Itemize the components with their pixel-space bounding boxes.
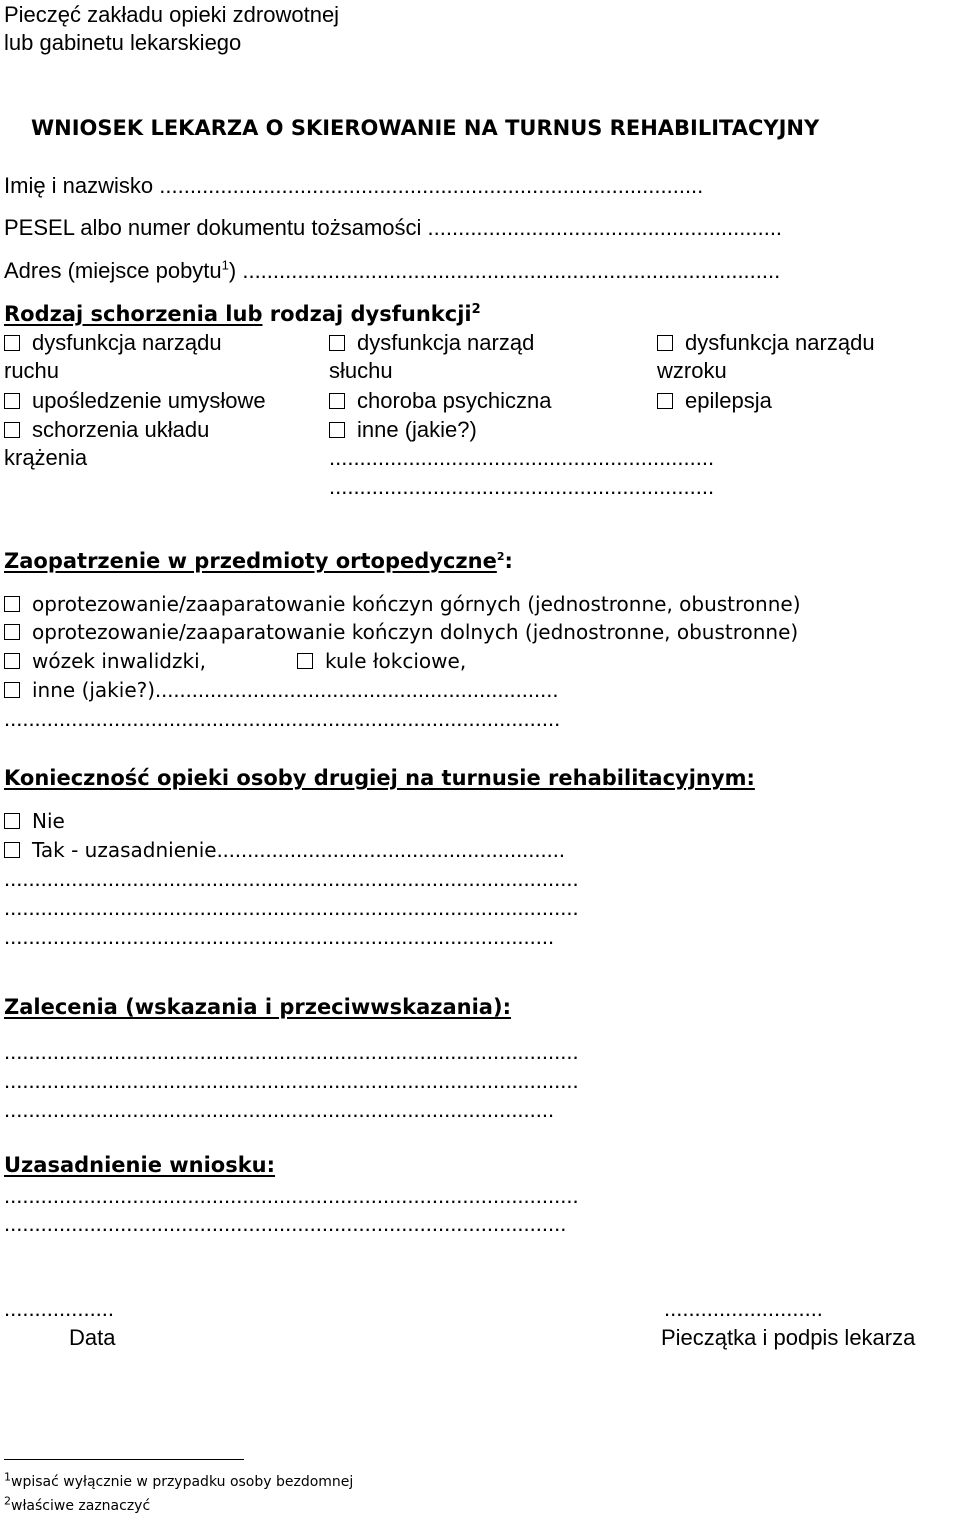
option-inne-label: inne (jakie?): [357, 417, 477, 442]
option-lower-limbs-label: oprotezowanie/zaaparatowanie kończyn dolnych (jednostronne, obustronne): [32, 620, 799, 644]
option-sluch-line2: słuchu: [329, 358, 393, 383]
care-dots-line-2[interactable]: ..............................................................................................: [4, 895, 579, 920]
option-umyslowe[interactable]: [4, 387, 266, 415]
care-yes-dots: .........................................................: [216, 837, 565, 862]
justification-heading: Uzasadnienie wniosku:: [4, 1153, 276, 1177]
footnote-2-number: 2: [4, 1494, 11, 1508]
option-krazenie-label: schorzenia układu: [32, 417, 210, 442]
care-heading: Konieczność opieki osoby drugiej na turnusie rehabilitacyjnym:: [4, 766, 755, 790]
checkbox-ortho-other[interactable]: [4, 682, 20, 698]
option-wzrok[interactable]: [657, 329, 875, 357]
footnote-2: [4, 1496, 150, 1516]
ortho-heading: [4, 547, 513, 575]
disease-heading-rest: rodzaj dysfunkcji: [262, 302, 472, 326]
recommend-dots-line-2[interactable]: ..............................................................................................: [4, 1068, 579, 1093]
footnote-1-text: wpisać wyłącznie w przypadku osoby bezdomnej: [11, 1474, 354, 1490]
footnote-1: [4, 1472, 353, 1492]
address-label: Adres (miejsce pobytu: [4, 258, 222, 283]
address-close-paren: ): [228, 258, 237, 283]
checkbox-psych[interactable]: [329, 393, 345, 409]
option-ortho-other-label: inne (jakie?): [32, 678, 156, 702]
option-lower-limbs[interactable]: [4, 618, 798, 646]
recommend-dots-line-1[interactable]: ..............................................................................................: [4, 1039, 579, 1064]
address-footnote-ref: 1: [221, 257, 229, 273]
option-crutches[interactable]: [297, 647, 466, 675]
disease-heading: [4, 300, 481, 328]
option-ruch-label: dysfunkcja narządu: [32, 330, 222, 355]
disease-heading-footnote-ref: 2: [471, 302, 481, 317]
checkbox-lower-limbs[interactable]: [4, 624, 20, 640]
checkbox-krazenie[interactable]: [4, 422, 20, 438]
option-upper-limbs[interactable]: [4, 590, 801, 618]
option-care-yes[interactable]: [4, 836, 565, 864]
pesel-dots: ..........................................................: [427, 215, 783, 240]
checkbox-umyslowe[interactable]: [4, 393, 20, 409]
checkbox-ruch[interactable]: [4, 335, 20, 351]
ortho-heading-text: Zaopatrzenie w przedmioty ortopedyczne: [4, 549, 497, 573]
option-sluch[interactable]: [329, 329, 534, 357]
stamp-line-2: lub gabinetu lekarskiego: [4, 30, 242, 55]
checkbox-care-no[interactable]: [4, 813, 20, 829]
inne-dots-1[interactable]: ...............................................................: [329, 445, 715, 470]
stamp-line-1: Pieczęć zakładu opieki zdrowotnej: [4, 2, 340, 27]
recommend-heading: Zalecenia (wskazania i przeciwwskazania):: [4, 995, 511, 1019]
checkbox-upper-limbs[interactable]: [4, 596, 20, 612]
option-psych-label: choroba psychiczna: [357, 388, 552, 413]
justification-dots-line-2[interactable]: ............................................................................................: [4, 1211, 567, 1236]
option-umyslowe-label: upośledzenie umysłowe: [32, 388, 266, 413]
checkbox-epilepsja[interactable]: [657, 393, 673, 409]
option-inne[interactable]: [329, 416, 477, 444]
option-krazenie[interactable]: [4, 416, 209, 444]
option-ortho-other[interactable]: [4, 676, 558, 704]
name-field[interactable]: [4, 172, 703, 200]
ortho-heading-footnote-ref: 2: [496, 550, 505, 563]
disease-heading-underlined: Rodzaj schorzenia lub: [4, 302, 263, 326]
option-ruch[interactable]: [4, 329, 222, 357]
signature-dots[interactable]: ..........................: [664, 1296, 823, 1321]
option-epilepsja-label: epilepsja: [685, 388, 772, 413]
footnote-1-number: 1: [4, 1470, 11, 1484]
option-epilepsja[interactable]: [657, 387, 772, 415]
address-field[interactable]: [4, 257, 780, 285]
option-wheelchair-label: wózek inwalidzki,: [32, 649, 206, 673]
option-sluch-label: dysfunkcja narząd: [357, 330, 535, 355]
checkbox-inne[interactable]: [329, 422, 345, 438]
option-wheelchair[interactable]: [4, 647, 206, 675]
checkbox-sluch[interactable]: [329, 335, 345, 351]
checkbox-wzrok[interactable]: [657, 335, 673, 351]
option-ruch-line2: ruchu: [4, 358, 60, 383]
signature-label: Pieczątka i podpis lekarza: [661, 1325, 916, 1350]
recommend-dots-line-3[interactable]: ..........................................................................................: [4, 1097, 555, 1122]
option-krazenie-line2: krążenia: [4, 445, 88, 470]
name-label: Imię i nazwisko: [4, 173, 154, 198]
address-dots: ........................................................................................: [242, 258, 781, 283]
pesel-field[interactable]: [4, 214, 782, 242]
option-wzrok-label: dysfunkcja narządu: [685, 330, 875, 355]
pesel-label: PESEL albo numer dokumentu tożsamości: [4, 215, 422, 240]
care-dots-line-1[interactable]: ..............................................................................................: [4, 866, 579, 891]
document-title: WNIOSEK LEKARZA O SKIEROWANIE NA TURNUS REHABILITACYJNY: [31, 116, 820, 140]
justification-dots-line-1[interactable]: ..............................................................................................: [4, 1183, 579, 1208]
footnote-separator: [4, 1459, 244, 1460]
option-care-no[interactable]: [4, 807, 65, 835]
inne-dots-2[interactable]: ...............................................................: [329, 474, 715, 499]
option-upper-limbs-label: oprotezowanie/zaaparatowanie kończyn górnych (jednostronne, obustronne): [32, 592, 801, 616]
checkbox-care-yes[interactable]: [4, 842, 20, 858]
option-care-yes-label: Tak - uzasadnienie: [32, 838, 217, 862]
checkbox-crutches[interactable]: [297, 653, 313, 669]
option-crutches-label: kule łokciowe,: [325, 649, 467, 673]
checkbox-wheelchair[interactable]: [4, 653, 20, 669]
footnote-2-text: właściwe zaznaczyć: [11, 1498, 151, 1514]
ortho-heading-colon: :: [504, 549, 513, 573]
name-dots: .........................................................................................: [159, 173, 704, 198]
date-dots[interactable]: ..................: [4, 1296, 115, 1321]
option-wzrok-line2: wzroku: [657, 358, 727, 383]
ortho-dots-line[interactable]: ...........................................................................................: [4, 706, 561, 731]
care-dots-line-3[interactable]: ..........................................................................................: [4, 924, 555, 949]
ortho-other-dots: ..................................................................: [155, 677, 559, 702]
date-label: Data: [69, 1325, 116, 1350]
option-psych[interactable]: [329, 387, 551, 415]
option-care-no-label: Nie: [32, 809, 65, 833]
